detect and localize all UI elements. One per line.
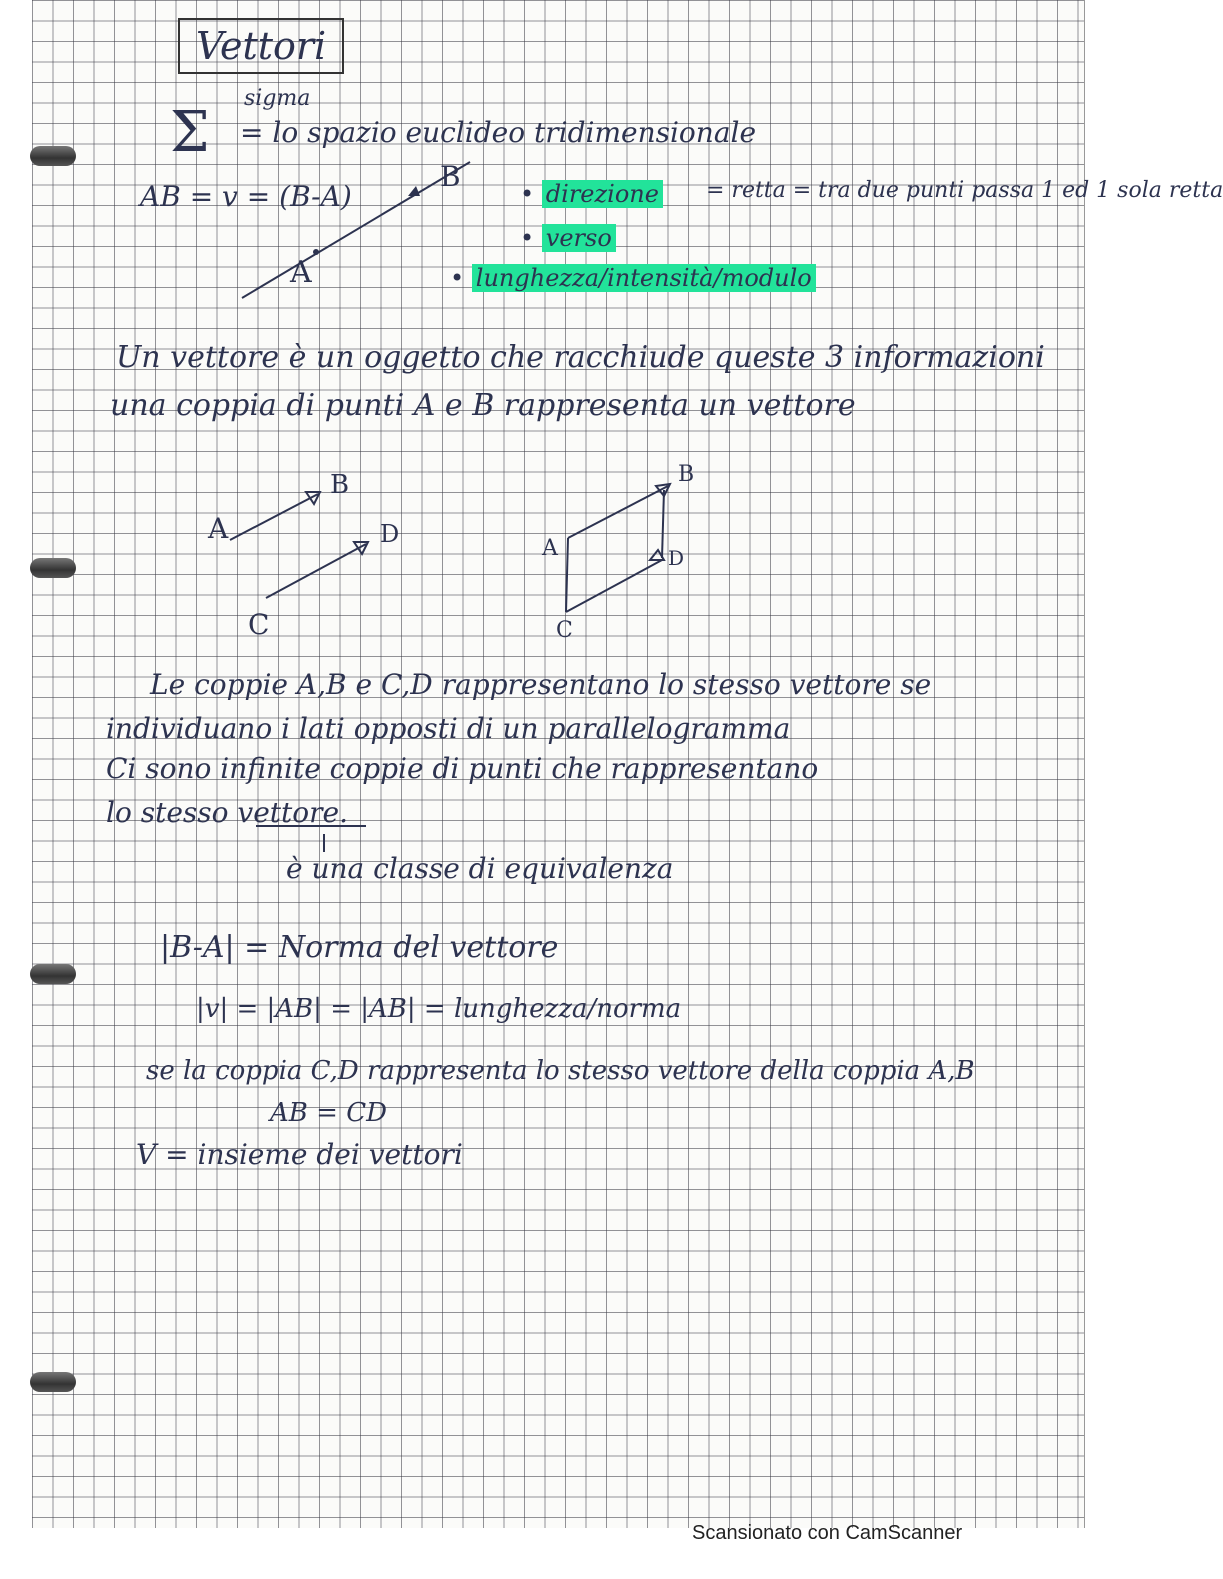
vector-definition: AB = v = (B-A) xyxy=(140,180,352,213)
norm-line: |B-A| = Norma del vettore xyxy=(160,930,559,965)
point-a-dot xyxy=(313,249,319,255)
scanner-footer: Scansionato con CamScanner xyxy=(692,1522,963,1544)
text-line: è una classe di equivalenza xyxy=(286,852,674,885)
text-line: Un vettore è un oggetto che racchiude queste 3 informazioni xyxy=(116,340,1045,375)
sigma-symbol: Σ xyxy=(170,100,210,165)
text-line: se la coppia C,D rappresenta lo stesso vettore della coppia A,B xyxy=(146,1056,975,1086)
fig-left-label-a: A xyxy=(208,512,229,545)
fig-right-label-d: D xyxy=(668,546,685,570)
fig-right-label-c: C xyxy=(556,618,573,643)
text-line: una coppia di punti A e B rappresenta un vettore xyxy=(110,388,856,423)
arrowhead xyxy=(354,542,368,554)
vector-cd-left xyxy=(266,544,366,598)
property-direzione: • direzione xyxy=(520,180,663,208)
arrowhead-b xyxy=(408,186,420,196)
point-label-b: B xyxy=(440,160,461,193)
text-line: Ci sono infinite coppie di punti che rappresentano xyxy=(106,752,819,785)
property-modulo: • lunghezza/intensità/modulo xyxy=(450,264,816,292)
property-direzione-note: = retta = tra due punti passa 1 ed 1 sola retta xyxy=(706,178,1223,203)
equation-line: AB = CD xyxy=(270,1098,387,1128)
parallelogram-side-cd xyxy=(566,560,662,612)
norm-line: |v| = |AB| = |AB| = lunghezza/norma xyxy=(196,994,682,1024)
property-label: lunghezza/intensità/modulo xyxy=(472,264,816,292)
fig-right-label-a: A xyxy=(542,536,558,561)
line-ab xyxy=(242,162,470,298)
text-line: lo stesso vettore. xyxy=(106,796,349,829)
fig-left-label-d: D xyxy=(380,520,400,548)
parallelogram-side-ac xyxy=(566,538,568,612)
parallelogram-side-ab xyxy=(568,486,668,538)
sigma-definition: = lo spazio euclideo tridimensionale xyxy=(240,116,757,149)
property-label: verso xyxy=(542,224,616,252)
text-line: Le coppie A,B e C,D rappresentano lo stesso vettore se xyxy=(150,668,932,701)
vector-ab-left xyxy=(230,494,318,540)
text-line: individuano i lati opposti di un parallelogramma xyxy=(106,712,791,745)
page-title: Vettori xyxy=(178,18,344,74)
fig-left-label-b: B xyxy=(330,470,350,500)
property-verso: • verso xyxy=(520,224,616,252)
fig-right-label-b: B xyxy=(678,462,695,487)
property-label: direzione xyxy=(542,180,663,208)
parallelogram-side-bd xyxy=(662,490,664,558)
fig-left-label-c: C xyxy=(248,608,270,641)
text-line: V = insieme dei vettori xyxy=(136,1138,463,1171)
point-label-a: A xyxy=(290,255,312,290)
arrowhead xyxy=(306,492,320,504)
sigma-label: sigma xyxy=(244,86,311,111)
